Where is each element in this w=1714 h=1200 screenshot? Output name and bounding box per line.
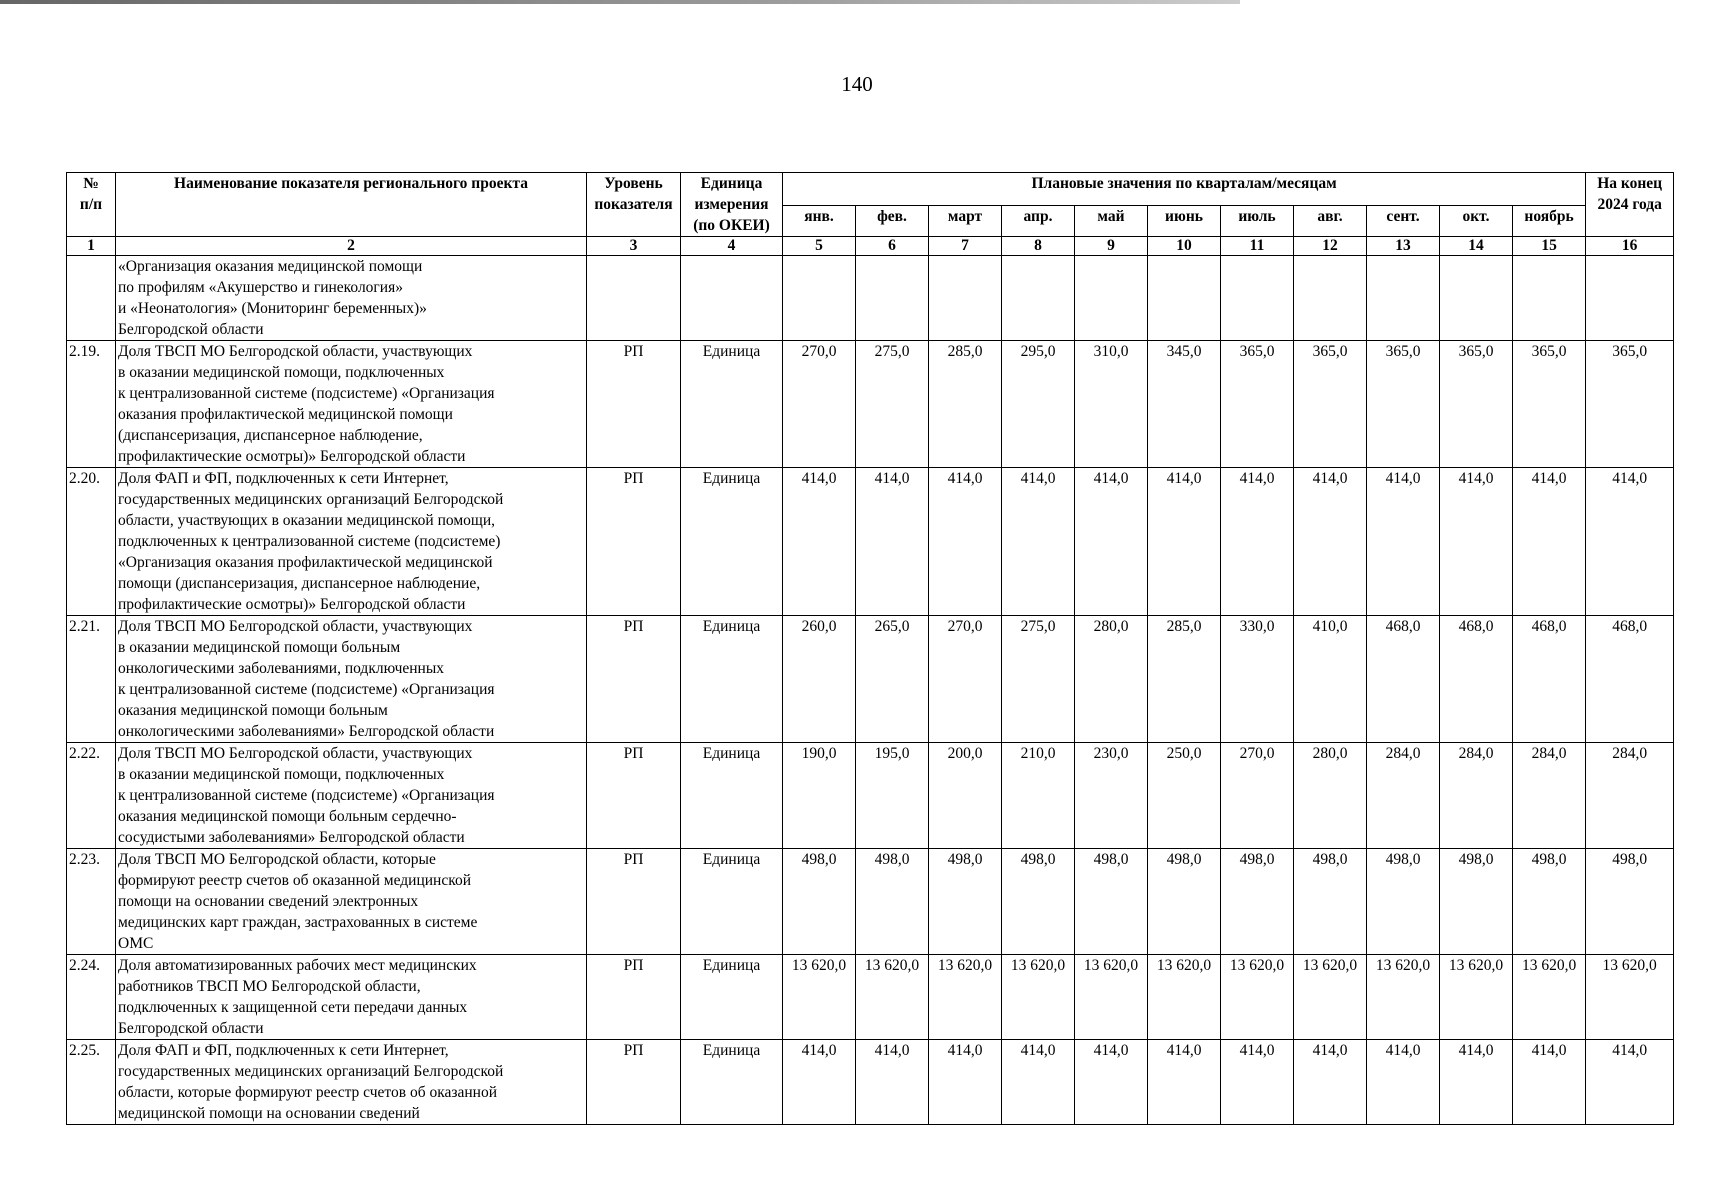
plan-value: 468,0	[1367, 616, 1440, 743]
table-body	[67, 256, 1674, 1125]
header-month: фев.	[856, 206, 929, 237]
indicator-name: Доля ФАП и ФП, подключенных к сети Интернет, государственных медицинских организаций Белгородской области, участвующих в оказании медицинской помощи, подключенных к централизованной системе (подсистеме) «Организация оказания профилактической медицинской помощи (диспансеризация, диспансерное наблюдение, профилактические осмотры)» Белгородской области	[116, 468, 587, 616]
indicator-unit: Единица	[681, 341, 783, 468]
page-number: 140	[841, 72, 873, 96]
indicator-level: РП	[587, 341, 681, 468]
plan-value: 295,0	[1002, 341, 1075, 468]
row-number: 2.25.	[67, 1040, 116, 1125]
column-index-cell: 6	[856, 237, 929, 256]
plan-value: 498,0	[1148, 849, 1221, 955]
continuation-text: «Организация оказания медицинской помощи по профилям «Акушерство и гинекология» и «Неонатология» (Мониторинг беременных)» Белгородской области	[116, 256, 587, 341]
scan-top-edge	[0, 0, 1240, 4]
plan-value: 330,0	[1221, 616, 1294, 743]
row-num-cell	[67, 256, 116, 341]
plan-value: 414,0	[1586, 468, 1674, 616]
plan-value: 498,0	[856, 849, 929, 955]
indicator-name: Доля ТВСП МО Белгородской области, участвующих в оказании медицинской помощи, подключенных к централизованной системе (подсистеме) «Организация оказания медицинской помощи больным сердечно- сосудистыми заболеваниями» Белгородской области	[116, 743, 587, 849]
plan-value: 195,0	[856, 743, 929, 849]
indicator-name: Доля ТВСП МО Белгородской области, участвующих в оказании медицинской помощи, подключенных к централизованной системе (подсистеме) «Организация оказания профилактической медицинской помощи (диспансеризация, диспансерное наблюдение, профилактические осмотры)» Белгородской области	[116, 341, 587, 468]
plan-value: 414,0	[1148, 468, 1221, 616]
column-index-cell: 10	[1148, 237, 1221, 256]
header-name: Наименование показателя регионального проекта	[116, 173, 587, 237]
plan-value: 365,0	[1586, 341, 1674, 468]
plan-value: 365,0	[1367, 341, 1440, 468]
plan-value: 310,0	[1075, 341, 1148, 468]
plan-value: 414,0	[1367, 468, 1440, 616]
plan-value: 13 620,0	[1586, 955, 1674, 1040]
table-row	[67, 1040, 1674, 1125]
plan-value: 275,0	[856, 341, 929, 468]
table-row	[67, 955, 1674, 1040]
row-number: 2.24.	[67, 955, 116, 1040]
plan-value: 284,0	[1440, 743, 1513, 849]
header-month: сент.	[1367, 206, 1440, 237]
plan-value: 365,0	[1513, 341, 1586, 468]
plan-value: 498,0	[1075, 849, 1148, 955]
plan-value: 414,0	[1513, 468, 1586, 616]
plan-value: 498,0	[1440, 849, 1513, 955]
header-level: Уровень показателя	[587, 173, 681, 237]
header-plan-group: Плановые значения по кварталам/месяцам	[783, 173, 1586, 206]
plan-value: 230,0	[1075, 743, 1148, 849]
plan-value: 285,0	[929, 341, 1002, 468]
plan-value: 210,0	[1002, 743, 1075, 849]
table-row	[67, 743, 1674, 849]
plan-value: 260,0	[783, 616, 856, 743]
column-index-cell: 5	[783, 237, 856, 256]
header-month: май	[1075, 206, 1148, 237]
plan-value: 284,0	[1586, 743, 1674, 849]
column-index-cell: 9	[1075, 237, 1148, 256]
header-month: янв.	[783, 206, 856, 237]
plan-value: 270,0	[929, 616, 1002, 743]
plan-value: 498,0	[1586, 849, 1674, 955]
plan-value: 285,0	[1148, 616, 1221, 743]
plan-value: 468,0	[1513, 616, 1586, 743]
plan-value: 13 620,0	[1221, 955, 1294, 1040]
header-num: № п/п	[67, 173, 116, 237]
plan-value: 414,0	[1075, 468, 1148, 616]
plan-value: 284,0	[1367, 743, 1440, 849]
indicator-name: Доля автоматизированных рабочих мест медицинских работников ТВСП МО Белгородской области, подключенных к защищенной сети передачи данных Белгородской области	[116, 955, 587, 1040]
plan-value: 284,0	[1513, 743, 1586, 849]
column-index-cell: 11	[1221, 237, 1294, 256]
plan-value: 414,0	[1002, 468, 1075, 616]
plan-value: 498,0	[1294, 849, 1367, 955]
plan-value: 13 620,0	[1002, 955, 1075, 1040]
column-index-cell: 13	[1367, 237, 1440, 256]
indicator-unit: Единица	[681, 955, 783, 1040]
plan-value: 498,0	[1002, 849, 1075, 955]
table-row	[67, 616, 1674, 743]
table-row	[67, 256, 1674, 341]
indicator-unit: Единица	[681, 743, 783, 849]
header-month: июнь	[1148, 206, 1221, 237]
indicator-unit: Единица	[681, 1040, 783, 1125]
plan-value: 13 620,0	[929, 955, 1002, 1040]
plan-value: 365,0	[1440, 341, 1513, 468]
plan-value: 468,0	[1440, 616, 1513, 743]
plan-value: 414,0	[1221, 468, 1294, 616]
column-index-cell: 2	[116, 237, 587, 256]
indicator-level: РП	[587, 468, 681, 616]
header-end-of-year: На конец 2024 года	[1586, 173, 1674, 237]
plan-value: 498,0	[1221, 849, 1294, 955]
indicator-level: РП	[587, 955, 681, 1040]
plan-value: 13 620,0	[1294, 955, 1367, 1040]
plan-value: 414,0	[856, 468, 929, 616]
row-number: 2.20.	[67, 468, 116, 616]
plan-value: 414,0	[1294, 1040, 1367, 1125]
header-unit: Единица измерения (по ОКЕИ)	[681, 173, 783, 237]
header-month: март	[929, 206, 1002, 237]
plan-value: 414,0	[929, 1040, 1002, 1125]
plan-value: 414,0	[783, 468, 856, 616]
column-index-cell: 12	[1294, 237, 1367, 256]
plan-value: 414,0	[929, 468, 1002, 616]
column-index-cell: 16	[1586, 237, 1674, 256]
plan-value: 410,0	[1294, 616, 1367, 743]
row-number: 2.22.	[67, 743, 116, 849]
plan-value: 190,0	[783, 743, 856, 849]
column-index-cell: 3	[587, 237, 681, 256]
plan-value: 13 620,0	[1148, 955, 1221, 1040]
indicator-unit: Единица	[681, 468, 783, 616]
plan-value: 365,0	[1294, 341, 1367, 468]
row-number: 2.19.	[67, 341, 116, 468]
plan-value: 414,0	[1586, 1040, 1674, 1125]
column-index-cell: 14	[1440, 237, 1513, 256]
plan-value: 200,0	[929, 743, 1002, 849]
plan-value: 365,0	[1221, 341, 1294, 468]
plan-value: 414,0	[856, 1040, 929, 1125]
table-row	[67, 341, 1674, 468]
plan-value: 270,0	[783, 341, 856, 468]
header-month: апр.	[1002, 206, 1075, 237]
plan-value: 250,0	[1148, 743, 1221, 849]
plan-value: 498,0	[1513, 849, 1586, 955]
plan-value: 13 620,0	[1440, 955, 1513, 1040]
plan-value: 414,0	[1075, 1040, 1148, 1125]
plan-value: 414,0	[1440, 1040, 1513, 1125]
indicator-unit: Единица	[681, 616, 783, 743]
indicator-unit: Единица	[681, 849, 783, 955]
plan-value: 414,0	[1367, 1040, 1440, 1125]
plan-value: 414,0	[1002, 1040, 1075, 1125]
plan-value: 13 620,0	[1367, 955, 1440, 1040]
plan-value: 13 620,0	[783, 955, 856, 1040]
plan-value: 280,0	[1075, 616, 1148, 743]
plan-value: 414,0	[1221, 1040, 1294, 1125]
plan-value: 498,0	[783, 849, 856, 955]
table-row	[67, 849, 1674, 955]
plan-value: 13 620,0	[1513, 955, 1586, 1040]
plan-value: 414,0	[1294, 468, 1367, 616]
indicator-level: РП	[587, 743, 681, 849]
plan-table	[66, 172, 1674, 1125]
column-index-cell: 1	[67, 237, 116, 256]
indicator-level: РП	[587, 1040, 681, 1125]
header-month: авг.	[1294, 206, 1367, 237]
plan-value: 414,0	[783, 1040, 856, 1125]
header-month: июль	[1221, 206, 1294, 237]
indicator-level: РП	[587, 616, 681, 743]
plan-value: 414,0	[1513, 1040, 1586, 1125]
plan-value: 280,0	[1294, 743, 1367, 849]
header-month: ноябрь	[1513, 206, 1586, 237]
row-number: 2.21.	[67, 616, 116, 743]
indicator-name: Доля ТВСП МО Белгородской области, участвующих в оказании медицинской помощи больным онкологическими заболеваниями, подключенных к централизованной системе (подсистеме) «Организация оказания медицинской помощи больным онкологическими заболеваниями» Белгородской области	[116, 616, 587, 743]
plan-value: 498,0	[1367, 849, 1440, 955]
plan-value: 468,0	[1586, 616, 1674, 743]
indicator-name: Доля ФАП и ФП, подключенных к сети Интернет, государственных медицинских организаций Белгородской области, которые формируют реестр счетов об оказанной медицинской помощи на основании сведений	[116, 1040, 587, 1125]
header-month: окт.	[1440, 206, 1513, 237]
column-index-row	[67, 237, 1674, 256]
plan-value: 265,0	[856, 616, 929, 743]
column-index-cell: 7	[929, 237, 1002, 256]
column-index-cell: 4	[681, 237, 783, 256]
row-number: 2.23.	[67, 849, 116, 955]
plan-value: 270,0	[1221, 743, 1294, 849]
plan-value: 414,0	[1440, 468, 1513, 616]
indicator-name: Доля ТВСП МО Белгородской области, которые формируют реестр счетов об оказанной медицинской помощи на основании сведений электронных медицинских карт граждан, застрахованных в системе ОМС	[116, 849, 587, 955]
column-index-cell: 8	[1002, 237, 1075, 256]
table-header	[67, 173, 1674, 256]
plan-value: 414,0	[1148, 1040, 1221, 1125]
plan-value: 13 620,0	[1075, 955, 1148, 1040]
plan-value: 345,0	[1148, 341, 1221, 468]
indicator-level: РП	[587, 849, 681, 955]
plan-value: 13 620,0	[856, 955, 929, 1040]
plan-value: 275,0	[1002, 616, 1075, 743]
table-row	[67, 468, 1674, 616]
column-index-cell: 15	[1513, 237, 1586, 256]
plan-value: 498,0	[929, 849, 1002, 955]
